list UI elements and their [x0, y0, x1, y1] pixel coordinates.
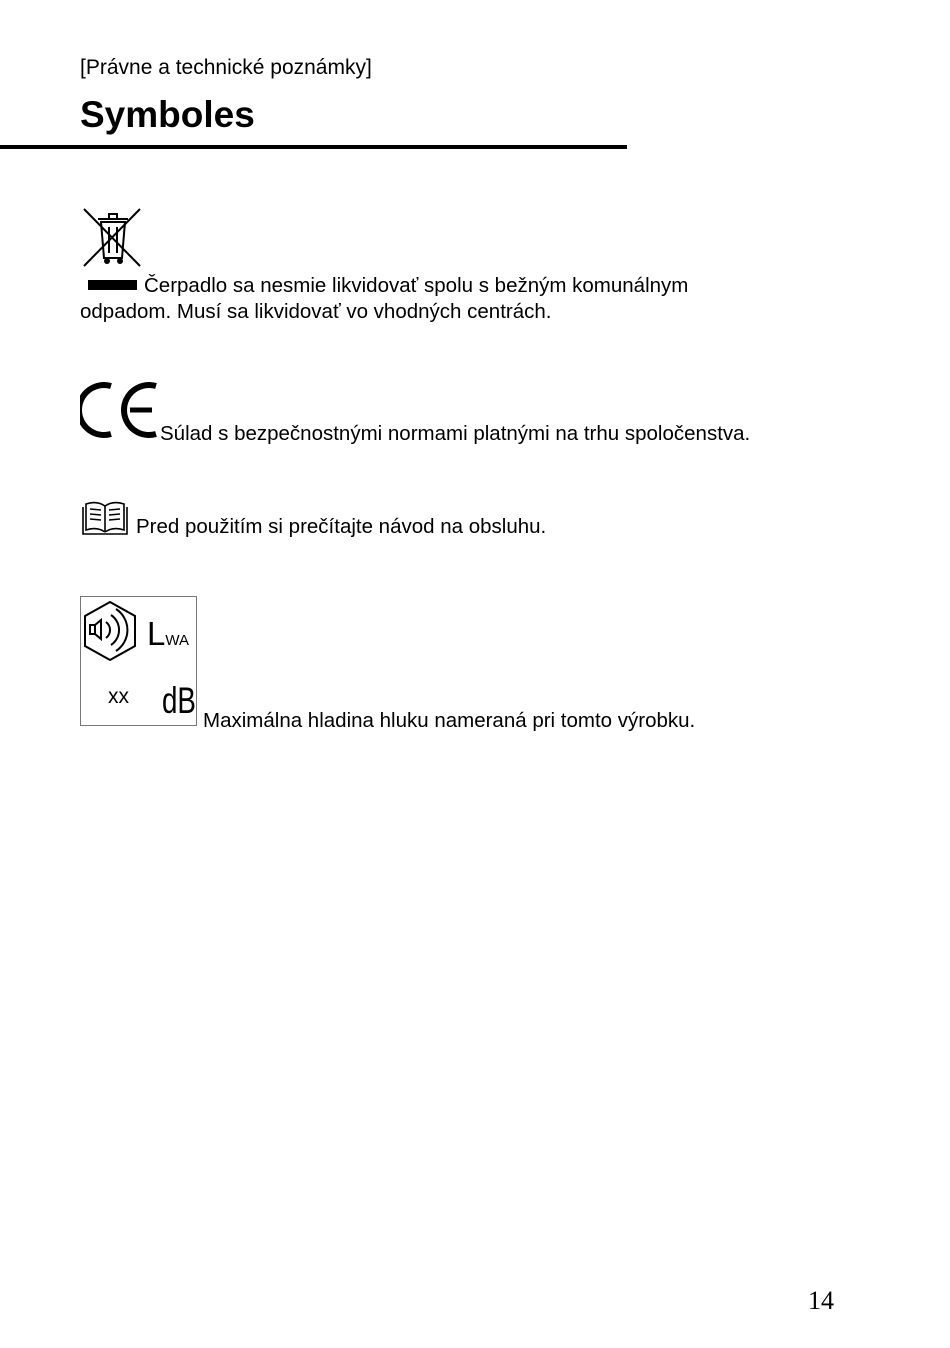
symbol-weee [80, 206, 800, 336]
page-number: 14 [808, 1286, 834, 1315]
symbol-manual [80, 498, 640, 542]
crossed-out-wheelie-bin-icon [82, 206, 144, 268]
lwa-label-subscript: WA [165, 632, 189, 649]
noise-description: Maximálna hladina hluku nameraná pri tomto výrobku. [203, 709, 696, 732]
manual-description: Pred použitím si prečítajte návod na obsluhu. [136, 515, 547, 538]
sound-power-level-icon [80, 596, 197, 726]
lwa-label [147, 615, 189, 653]
page-title: Symboles [80, 94, 255, 135]
lwa-unit: dB [162, 680, 196, 721]
lwa-label-main: L [147, 615, 166, 652]
symbol-ce [80, 378, 820, 448]
weee-description-line2: odpadom. Musí sa likvidovať vo vhodných centrách. [80, 300, 552, 323]
speaker-hexagon-icon [82, 600, 138, 662]
weee-description-line1: Čerpadlo sa nesmie likvidovať spolu s bežným komunálnym [144, 274, 689, 297]
lwa-value: xx [108, 685, 129, 708]
ce-description: Súlad s bezpečnostnými normami platnými na trhu spoločenstva. [160, 422, 751, 445]
weee-black-bar [88, 280, 137, 290]
breadcrumb: [Právne a technické poznámky] [80, 56, 372, 79]
title-underline-divider [0, 145, 627, 149]
ce-mark-icon [80, 382, 160, 440]
open-book-icon [82, 500, 128, 536]
